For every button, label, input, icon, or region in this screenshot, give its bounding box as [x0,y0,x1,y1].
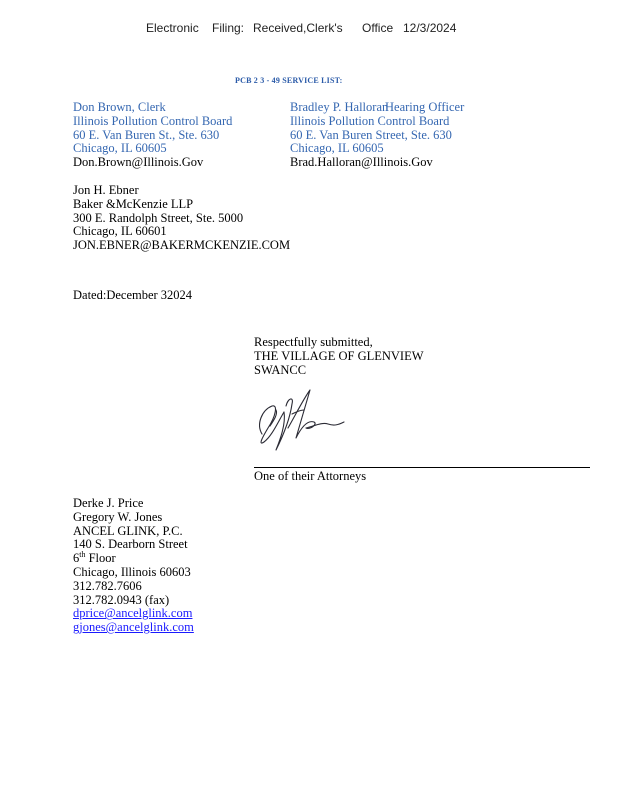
respectfully-submitted: Respectfully submitted, [254,335,373,349]
service-left-block [73,101,232,170]
attorney-city: Chicago, Illinois 60603 [73,564,191,579]
signer-caption: One of their Attorneys [254,469,367,483]
floor-word: Floor [85,551,116,566]
left-email: Don.Brown@Illinois.Gov [73,155,204,170]
service-list-heading: PCB 2 3 - 49 SERVICE LIST: [235,76,343,85]
attorney-name-1: Derke J. Price [73,496,144,510]
dated-line: Dated:December 32024 [73,288,193,302]
floor-ordinal: th [79,550,86,560]
right-city: Chicago, IL 60605 [290,141,384,156]
attorney-floor [73,552,194,566]
signature-line [254,467,590,468]
attorney-email-1-link[interactable]: dprice@ancelglink.com [73,606,193,621]
third-firm: Baker &McKenzie LLP [73,196,194,211]
header-date: 12/3/2024 [403,21,457,35]
header-filing: Filing: [212,21,245,35]
header-received: Received,Clerk's [253,21,343,35]
right-title: Hearing Officer [385,100,465,114]
right-email: Brad.Halloran@Illinois.Gov [290,155,433,170]
third-name: Jon H. Ebner [73,183,139,197]
header-office: Office [362,21,394,35]
attorney-email-2-link[interactable]: gjones@ancelglink.com [73,620,194,635]
right-name-row [290,100,465,115]
third-city: Chicago, IL 60601 [73,224,167,239]
attorney-fax: 312.782.0943 (fax) [73,592,170,607]
attorney-phone: 312.782.7606 [73,578,142,593]
submission-block [254,336,424,377]
swancc: SWANCC [254,362,307,377]
floor-number: 6 [73,551,80,566]
right-org: Illinois Pollution Control Board [290,113,450,128]
service-right-block [290,100,465,170]
left-name: Don Brown, Clerk [73,100,166,114]
village-name: THE VILLAGE OF GLENVIEW [254,348,424,363]
attorneys-block [73,497,194,635]
attorney-firm: ANCEL GLINK, P.C. [73,523,183,538]
third-email: JON.EBNER@BAKERMCKENZIE.COM [73,238,291,253]
header-electronic: Electronic [146,21,199,35]
third-address: 300 E. Randolph Street, Ste. 5000 [73,210,244,225]
left-city: Chicago, IL 60605 [73,141,167,156]
right-address: 60 E. Van Buren Street, Ste. 630 [290,127,452,142]
right-name: Bradley P. Halloran [290,100,389,114]
attorney-name-2: Gregory W. Jones [73,509,163,524]
service-third-block [73,184,290,253]
attorney-street: 140 S. Dearborn Street [73,537,188,552]
left-org: Illinois Pollution Control Board [73,113,233,128]
handwritten-signature [248,384,348,456]
left-address: 60 E. Van Buren St., Ste. 630 [73,127,220,142]
